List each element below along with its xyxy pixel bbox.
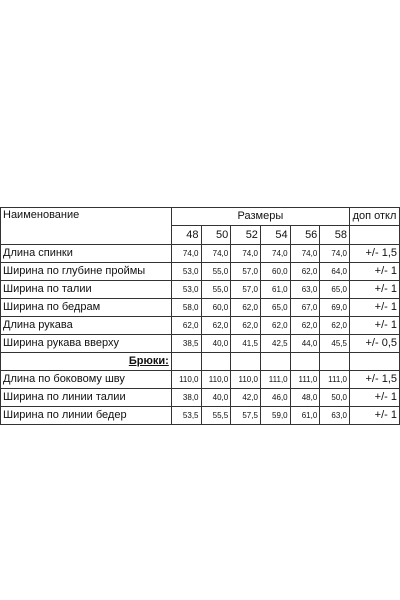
size-header-cell: 50 <box>201 226 231 245</box>
value-cell: 74,0 <box>231 245 261 263</box>
tolerance-cell: +/- 1 <box>350 281 400 299</box>
empty-cell <box>350 353 400 371</box>
table-row <box>1 335 400 353</box>
value-cell: 46,0 <box>260 389 290 407</box>
value-cell: 62,0 <box>171 317 201 335</box>
table-row <box>1 389 400 407</box>
value-cell: 57,5 <box>231 407 261 425</box>
tolerance-cell: +/- 1 <box>350 407 400 425</box>
value-cell: 67,0 <box>290 299 320 317</box>
tolerance-cell: +/- 1 <box>350 389 400 407</box>
tolerance-cell: +/- 1,5 <box>350 371 400 389</box>
table-row <box>1 263 400 281</box>
header-sizes-cell: Размеры <box>171 208 349 226</box>
value-cell: 59,0 <box>260 407 290 425</box>
section-label-cell: Брюки: <box>1 353 172 371</box>
tolerance-cell: +/- 0,5 <box>350 335 400 353</box>
value-cell: 111,0 <box>320 371 350 389</box>
header-row <box>1 208 400 226</box>
header-tolerance-cell: доп откл <box>350 208 400 226</box>
tolerance-cell: +/- 1 <box>350 317 400 335</box>
value-cell: 62,0 <box>201 317 231 335</box>
value-cell: 62,0 <box>260 317 290 335</box>
value-cell: 40,0 <box>201 335 231 353</box>
value-cell: 61,0 <box>290 407 320 425</box>
value-cell: 57,0 <box>231 263 261 281</box>
empty-cell <box>260 353 290 371</box>
value-cell: 74,0 <box>320 245 350 263</box>
value-cell: 110,0 <box>231 371 261 389</box>
value-cell: 62,0 <box>231 299 261 317</box>
size-header-cell: 56 <box>290 226 320 245</box>
value-cell: 74,0 <box>201 245 231 263</box>
value-cell: 110,0 <box>171 371 201 389</box>
table-row <box>1 299 400 317</box>
value-cell: 111,0 <box>290 371 320 389</box>
empty-cell <box>350 226 400 245</box>
value-cell: 38,0 <box>171 389 201 407</box>
tolerance-cell: +/- 1 <box>350 263 400 281</box>
value-cell: 60,0 <box>201 299 231 317</box>
value-cell: 55,0 <box>201 263 231 281</box>
value-cell: 110,0 <box>201 371 231 389</box>
empty-cell <box>290 353 320 371</box>
table-row <box>1 245 400 263</box>
size-header-cell: 58 <box>320 226 350 245</box>
value-cell: 42,5 <box>260 335 290 353</box>
value-cell: 63,0 <box>290 281 320 299</box>
table-row <box>1 407 400 425</box>
value-cell: 57,0 <box>231 281 261 299</box>
section-row <box>1 353 400 371</box>
size-table <box>0 207 400 425</box>
row-name-cell: Ширина по линии талии <box>1 389 172 407</box>
row-name-cell: Длина по боковому шву <box>1 371 172 389</box>
table-row <box>1 281 400 299</box>
row-name-cell: Длина рукава <box>1 317 172 335</box>
value-cell: 65,0 <box>260 299 290 317</box>
value-cell: 50,0 <box>320 389 350 407</box>
size-header-cell: 54 <box>260 226 290 245</box>
row-name-cell: Ширина по бедрам <box>1 299 172 317</box>
value-cell: 64,0 <box>320 263 350 281</box>
size-header-cell: 52 <box>231 226 261 245</box>
value-cell: 69,0 <box>320 299 350 317</box>
value-cell: 53,0 <box>171 281 201 299</box>
value-cell: 42,0 <box>231 389 261 407</box>
empty-cell <box>231 353 261 371</box>
value-cell: 62,0 <box>290 263 320 281</box>
value-cell: 63,0 <box>320 407 350 425</box>
empty-cell <box>171 353 201 371</box>
value-cell: 44,0 <box>290 335 320 353</box>
row-name-cell: Ширина по глубине проймы <box>1 263 172 281</box>
value-cell: 60,0 <box>260 263 290 281</box>
value-cell: 74,0 <box>171 245 201 263</box>
value-cell: 62,0 <box>290 317 320 335</box>
value-cell: 111,0 <box>260 371 290 389</box>
value-cell: 55,5 <box>201 407 231 425</box>
table-row <box>1 371 400 389</box>
value-cell: 58,0 <box>171 299 201 317</box>
row-name-cell: Ширина по талии <box>1 281 172 299</box>
value-cell: 53,5 <box>171 407 201 425</box>
value-cell: 45,5 <box>320 335 350 353</box>
table-row <box>1 317 400 335</box>
value-cell: 53,0 <box>171 263 201 281</box>
row-name-cell: Длина спинки <box>1 245 172 263</box>
value-cell: 62,0 <box>231 317 261 335</box>
tolerance-cell: +/- 1,5 <box>350 245 400 263</box>
empty-cell <box>320 353 350 371</box>
row-name-cell: Ширина по линии бедер <box>1 407 172 425</box>
empty-cell <box>201 353 231 371</box>
value-cell: 65,0 <box>320 281 350 299</box>
row-name-cell: Ширина рукава вверху <box>1 335 172 353</box>
header-name-cell: Наименование <box>1 208 172 245</box>
value-cell: 41,5 <box>231 335 261 353</box>
value-cell: 48,0 <box>290 389 320 407</box>
tolerance-cell: +/- 1 <box>350 299 400 317</box>
value-cell: 40,0 <box>201 389 231 407</box>
value-cell: 38,5 <box>171 335 201 353</box>
value-cell: 62,0 <box>320 317 350 335</box>
value-cell: 74,0 <box>260 245 290 263</box>
size-header-cell: 48 <box>171 226 201 245</box>
size-chart-sheet <box>0 207 400 425</box>
value-cell: 74,0 <box>290 245 320 263</box>
value-cell: 55,0 <box>201 281 231 299</box>
value-cell: 61,0 <box>260 281 290 299</box>
